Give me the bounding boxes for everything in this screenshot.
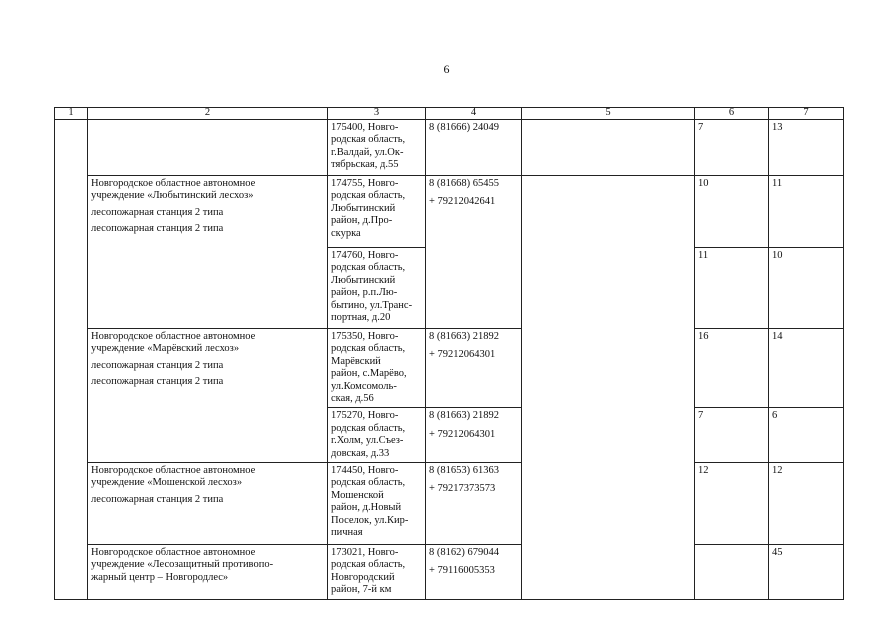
col7-cell: [769, 329, 844, 408]
phone-line: + 79212064301: [429, 428, 496, 440]
header-cell: 7: [769, 108, 844, 120]
organization-line: лесопожарная станция 2 типа: [91, 223, 224, 235]
col7-cell: [769, 176, 844, 248]
address-cell: [328, 248, 426, 329]
cell-text: 7: [698, 410, 704, 422]
col7-cell: [769, 120, 844, 176]
col6-cell: [695, 463, 769, 545]
col6-cell: [695, 176, 769, 248]
header-cell: 1: [55, 108, 88, 120]
header-cell: 4: [426, 108, 522, 120]
address-cell: [328, 329, 426, 408]
phone-line: 8 (8162) 679044: [429, 547, 499, 559]
col6-cell: [695, 408, 769, 463]
cell-text: 10: [772, 250, 783, 261]
organization-line: лесопожарная станция 2 типа: [91, 376, 224, 388]
organization-cell: [88, 463, 328, 545]
organization-cell: [88, 329, 328, 463]
phone-cell: [426, 408, 522, 463]
organization-line: Новгородское областное автономное учреждение «Лесозащитный противопо- жарный центр – Новгородлес»: [91, 547, 274, 583]
cell-text: 13: [772, 122, 783, 133]
organization-cell: [88, 120, 328, 176]
address-cell: [328, 176, 426, 248]
cell-text: 174760, Новго- родская область, Любытинский район, р.п.Лю- бытино, ул.Транс- портная, д.20: [331, 250, 413, 324]
col6-cell: [695, 329, 769, 408]
organization-line: лесопожарная станция 2 типа: [91, 206, 224, 218]
cell-text: 11: [698, 250, 709, 261]
cell-text: 174755, Новго- родская область, Любытинский район, д.Про- скурка: [331, 178, 406, 239]
table-row: [55, 176, 844, 248]
phone-line: + 79212064301: [429, 349, 496, 361]
header-cell: 6: [695, 108, 769, 120]
phone-line: + 79217373573: [429, 483, 496, 495]
cell-text: 175270, Новго- родская область, г.Холм, ул.Съез- довская, д.33: [331, 410, 406, 459]
cell-text: 174450, Новго- родская область, Мошенской район, д.Новый Поселок, ул.Кир- пичная: [331, 465, 409, 539]
phone-line: 8 (81663) 21892: [429, 331, 499, 342]
organization-line: Новгородское областное автономное учреждение «Мошенской лесхоз»: [91, 465, 256, 489]
phone-cell: [426, 545, 522, 600]
cell-text: 10: [698, 178, 709, 189]
col7-cell: [769, 463, 844, 545]
organization-cell: [88, 545, 328, 600]
header-cell: 5: [522, 108, 695, 120]
col5-cell: [522, 120, 695, 176]
table-row: [55, 463, 844, 545]
phone-line: 8 (81663) 21892: [429, 410, 499, 422]
cell-text: 175350, Новго- родская область, Марёвский район, с.Марёво, ул.Комсомоль- ская, д.56: [331, 331, 407, 405]
address-cell: [328, 408, 426, 463]
col5-cell: [695, 545, 769, 600]
cell-text: 7: [698, 122, 704, 133]
address-cell: [328, 545, 426, 600]
cell-text: 14: [772, 331, 783, 342]
cell-text: 11: [772, 178, 783, 189]
organization-cell: [88, 176, 328, 329]
table-header-row: [55, 108, 844, 120]
resource-table: [54, 107, 844, 600]
address-cell: [328, 120, 426, 176]
col6-cell: [769, 545, 844, 600]
col5-cell: [522, 176, 695, 600]
col1-cell: [55, 120, 88, 600]
cell-text: 45: [772, 547, 783, 559]
header-cell: 3: [328, 108, 426, 120]
phone-cell: [426, 176, 522, 329]
organization-line: лесопожарная станция 2 типа: [91, 359, 224, 371]
phone-line: 8 (81668) 65455: [429, 178, 499, 189]
header-cell: 2: [88, 108, 328, 120]
phone-cell: [426, 463, 522, 545]
col7-cell: [769, 408, 844, 463]
cell-text: 173021, Новго- родская область, Новгородский район, 7-й км: [331, 547, 406, 596]
cell-text: 12: [772, 465, 783, 477]
phone-line: + 79212042641: [429, 196, 496, 208]
phone-line: 8 (81653) 61363: [429, 465, 499, 477]
phone-cell: [426, 120, 522, 176]
table-row: [55, 545, 844, 600]
page-number: 6: [443, 62, 450, 76]
col6-cell: [695, 248, 769, 329]
table-row: [55, 329, 844, 408]
organization-line: лесопожарная станция 2 типа: [91, 493, 224, 505]
table-body: [55, 120, 844, 600]
cell-text: 12: [698, 465, 709, 477]
cell-text: 6: [772, 410, 778, 422]
phone-cell: [426, 329, 522, 408]
phone-line: 8 (81666) 24049: [429, 122, 499, 133]
col7-cell: [769, 248, 844, 329]
cell-text: 16: [698, 331, 709, 342]
table-row: [55, 120, 844, 176]
organization-line: Новгородское областное автономное учреждение «Любытинский лесхоз»: [91, 178, 256, 202]
address-cell: [328, 463, 426, 545]
cell-text: 175400, Новго- родская область, г.Валдай, ул.Ок- тябрьская, д.55: [331, 122, 406, 171]
col6-cell: [695, 120, 769, 176]
phone-line: + 79116005353: [429, 565, 495, 577]
organization-line: Новгородское областное автономное учреждение «Марёвский лесхоз»: [91, 331, 256, 355]
